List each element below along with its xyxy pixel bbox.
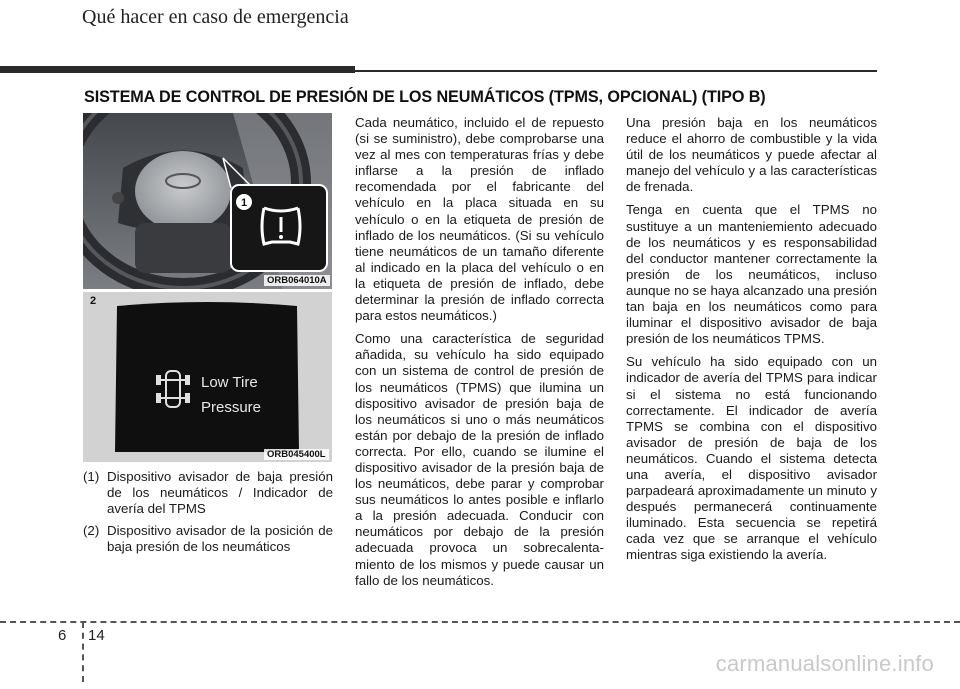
figure-number: 2	[90, 295, 97, 307]
callout-1: 1	[240, 197, 248, 209]
watermark: carmanualsonline.info	[715, 651, 934, 676]
section-title: Qué hacer en caso de emergencia	[82, 6, 349, 28]
chapter-number: 6	[58, 627, 67, 644]
paragraph: Su vehículo ha sido equipado con un indicador de avería del TPMS para indicar si el sistema no está funcionando correctamente. El indicador de avería TPMS se combina con el dispositivo avisador de presión de baja de los neumáticos. Cuando el sistema detecta una avería, el dispositivo avisador parpadeará aproximadamente un minuto y después permanecerá continuamente iluminado. Esta secuencia se repetirá cada vez que se arranque el vehículo mientras siga existiendo la avería.	[626, 354, 877, 563]
page-number: 14	[88, 627, 105, 644]
paragraph: Cada neumático, incluido el de repuesto (si se suministro), debe comprobarse una vez al mes con temperaturas frías y debe inflarse a la presión de inflado recomendada por el fabricante del vehículo en la placa situada en su vehículo o en la etiqueta de presión de inflado de los neumáticos. (Si su vehículo tiene neumáticos de un tamaño diferente al indicado en la placa del vehículo o en la etiqueta de presión de inflado, debe determinar la presión de inflado correcta para estos neumáticos.)	[355, 115, 604, 324]
display-line-1: Low Tire	[201, 374, 258, 391]
cluster-display-illustration	[83, 292, 332, 462]
legend-number: (2)	[83, 523, 100, 539]
text-column-3	[626, 115, 877, 571]
header-bar	[0, 66, 355, 73]
header-rule	[355, 70, 877, 72]
paragraph: Una presión baja en los neumáticos reduce el ahorro de combustible y la vida útil de los neumáticos y puede afectar al manejo del vehículo y a las características de frenada.	[626, 115, 877, 195]
footer-rule	[0, 621, 960, 623]
figure-legend	[83, 469, 333, 561]
figure-code: ORB045400L	[264, 449, 329, 460]
text-column-2	[355, 115, 604, 596]
display-line-2: Pressure	[201, 399, 262, 416]
legend-item	[83, 469, 333, 517]
legend-number: (1)	[83, 469, 100, 484]
legend-text: Dispositivo avisador de la posición de baja presión de los neumáticos	[107, 523, 333, 555]
paragraph: Tenga en cuenta que el TPMS no sustituye a un manteniemiento adecuado de los neumáticos y es responsabilidad del conductor mantener correctamente la presión de los neumáticos, incluso aunque no se haya alcanzado una presión tan baja en los neumáticos como para iluminar el dispositivo avisador de baja presión de los neumáticos TPMS.	[626, 202, 877, 347]
legend-text: Dispositivo avisador de baja presión de los neumáticos / Indicador de avería del TPMS	[107, 469, 333, 517]
legend-item	[83, 523, 333, 555]
low-tire-pressure-figure	[83, 292, 332, 462]
paragraph: Como una característica de seguridad añadida, su vehículo ha sido equipado con un sistema de control de presión de los neumáticos (TPMS) que ilumina un dispositivo avisador de presión baja de los neumáticos si uno o más neumáticos están por debajo de la presión de inflado correcta. Por ello, cuando se ilumine el dispositivo avisador de la presión baja de los neumáticos, debe parar y comprobar sus neumáticos lo antes posible e inflarlo a la presión adecuada. Conducir con neumáticos por debajo de la presión adecuada provoca un sobrecalenta-miento de los mismos y puede causar un fallo de los neumáticos.	[355, 331, 604, 588]
figure-code: ORB064010A	[264, 275, 330, 286]
footer-divider	[82, 622, 84, 682]
steering-wheel-illustration	[83, 113, 332, 289]
main-title: SISTEMA DE CONTROL DE PRESIÓN DE LOS NEUMÁTICOS (TPMS, OPCIONAL) (TIPO B)	[84, 88, 766, 106]
steering-wheel-figure	[83, 113, 332, 289]
